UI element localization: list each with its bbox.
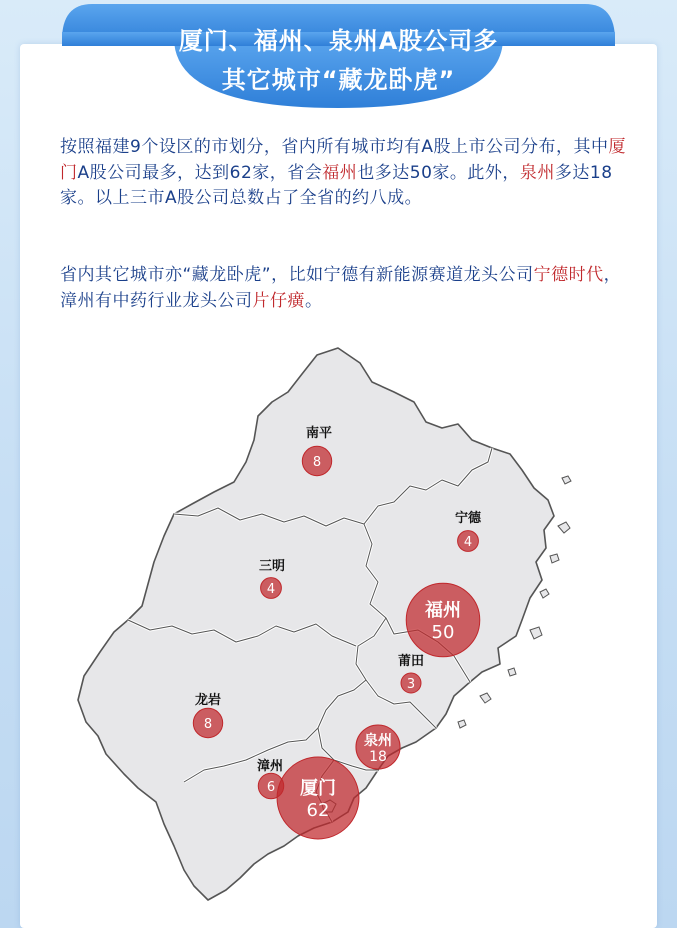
p1-city-fuzhou: 福州 — [322, 162, 358, 183]
city-name-南平: 南平 — [305, 426, 333, 441]
p2-company-pientzehuang: 片仔癀 — [252, 290, 305, 311]
fujian-map — [22, 330, 655, 920]
city-name-宁德: 宁德 — [454, 511, 482, 526]
city-name-泉州: 泉州 — [364, 733, 392, 749]
city-name-三明: 三明 — [258, 559, 286, 574]
p2-company-catl: 宁德时代 — [533, 265, 604, 285]
banner-title-line2: 其它城市“藏龙卧虎” — [221, 66, 456, 94]
city-count-厦门: 62 — [306, 800, 330, 821]
other-cities-paragraph — [60, 263, 630, 314]
city-name-龙岩: 龙岩 — [194, 693, 222, 708]
city-count-福州: 50 — [431, 622, 455, 643]
p2-text2: ，漳州有中药行业龙头公司 — [60, 265, 622, 311]
city-name-莆田: 莆田 — [397, 654, 425, 669]
city-name-厦门: 厦门 — [300, 778, 336, 799]
title-banner — [62, 4, 615, 108]
intro-paragraph — [60, 135, 630, 212]
p1-text3: 也多达50家。此外， — [357, 162, 520, 183]
city-count-莆田: 3 — [406, 677, 416, 692]
city-count-宁德: 4 — [463, 535, 473, 550]
p1-text2: A股公司最多，达到62家，省会 — [77, 162, 323, 183]
p1-city-xiamen: 厦门 — [60, 137, 626, 183]
p2-text1: 省内其它城市亦“藏龙卧虎”，比如宁德有新能源赛道龙头公司 — [60, 265, 534, 285]
p2-text3: 。 — [305, 290, 323, 311]
banner-title-line1: 厦门、福州、泉州A股公司多 — [178, 27, 499, 55]
city-count-南平: 8 — [312, 455, 322, 470]
p1-city-quanzhou: 泉州 — [519, 162, 555, 183]
city-count-泉州: 18 — [369, 749, 387, 765]
city-name-漳州: 漳州 — [256, 759, 284, 774]
city-name-福州: 福州 — [425, 600, 461, 621]
p1-text4: 多达18家。以上三市A股公司总数占了全省的约八成。 — [60, 162, 613, 208]
p1-text1: 按照福建9个设区的市划分，省内所有城市均有A股上市公司分布，其中 — [60, 137, 609, 157]
city-count-漳州: 6 — [266, 780, 276, 795]
city-count-三明: 4 — [266, 582, 276, 597]
city-count-龙岩: 8 — [203, 717, 213, 732]
